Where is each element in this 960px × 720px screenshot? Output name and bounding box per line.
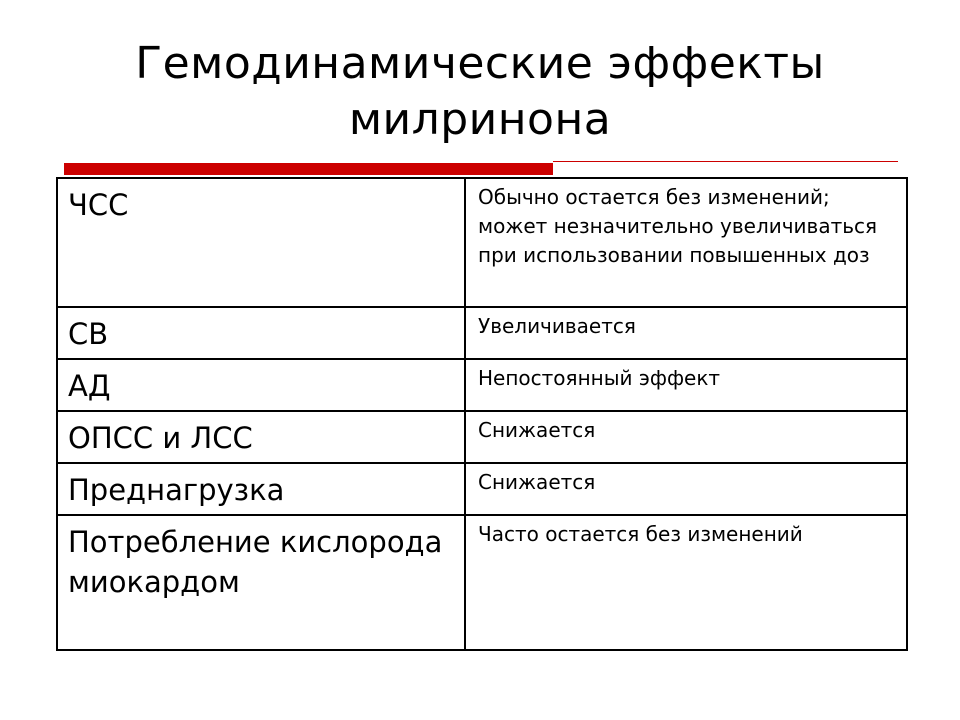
effect-cell: Обычно остается без изменений; может незначительно увеличиваться при использовании повышенных доз <box>465 178 907 307</box>
effect-cell: Увеличивается <box>465 307 907 359</box>
parameter-cell: Потребление кислорода миокардом <box>57 515 465 650</box>
parameter-cell: ОПСС и ЛСС <box>57 411 465 463</box>
parameter-cell: АД <box>57 359 465 411</box>
parameter-cell: ЧСС <box>57 178 465 307</box>
effect-cell: Снижается <box>465 411 907 463</box>
table-row <box>57 411 907 463</box>
table-row <box>57 463 907 515</box>
hemodynamic-effects-table <box>56 177 908 651</box>
table-row <box>57 178 907 307</box>
slide-title <box>60 36 900 148</box>
table-row <box>57 515 907 650</box>
effect-cell: Снижается <box>465 463 907 515</box>
effect-cell: Часто остается без изменений <box>465 515 907 650</box>
effect-cell: Непостоянный эффект <box>465 359 907 411</box>
parameter-cell: СВ <box>57 307 465 359</box>
slide-title-line-2: милринона <box>348 94 612 145</box>
table-row <box>57 307 907 359</box>
table-row <box>57 359 907 411</box>
title-accent-bar <box>64 163 553 175</box>
title-accent-rule <box>553 161 898 162</box>
slide-title-line-1: Гемодинамические эффекты <box>135 38 825 89</box>
parameter-cell: Преднагрузка <box>57 463 465 515</box>
